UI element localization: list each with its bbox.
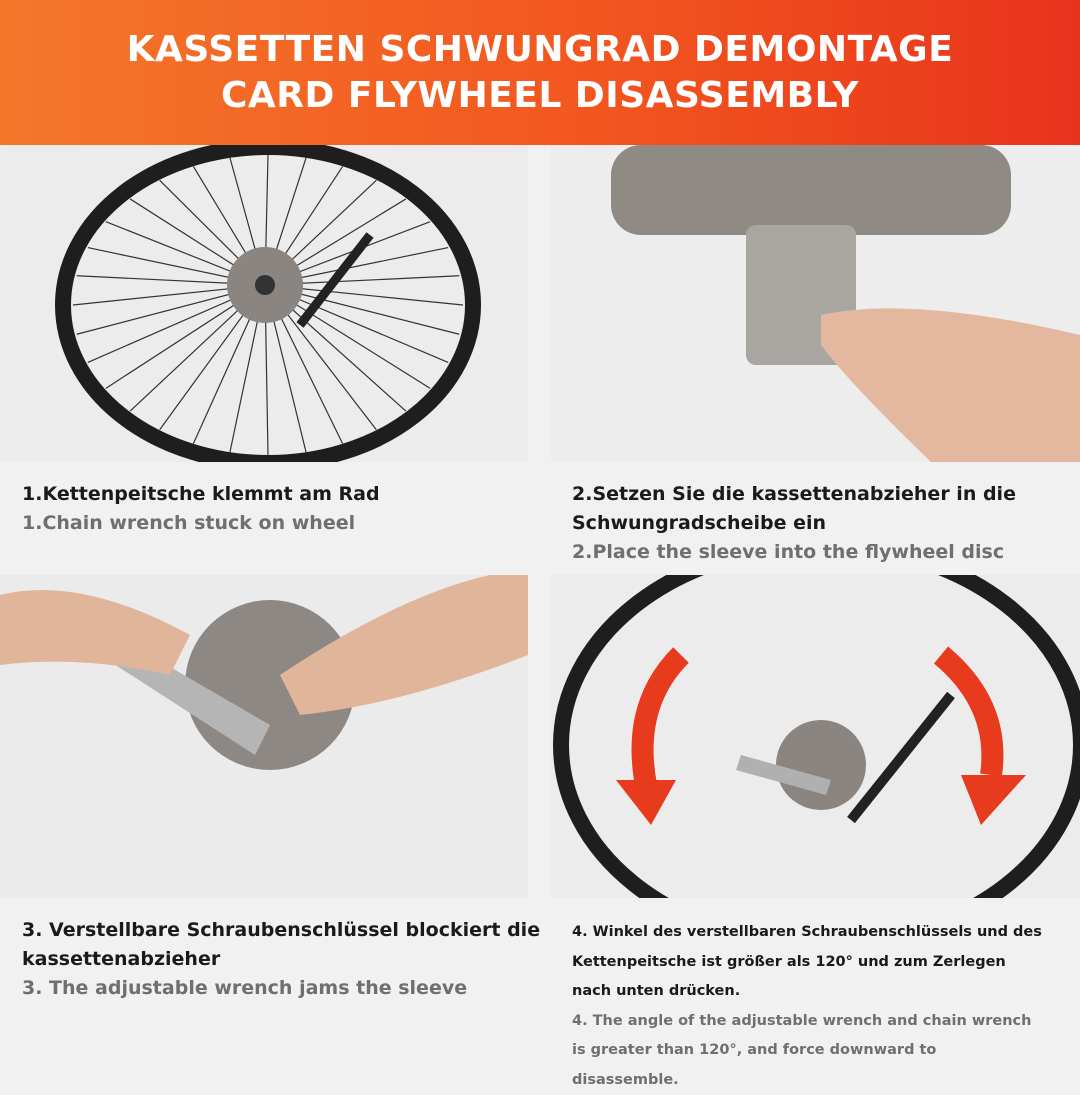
adjustable-wrench-image	[0, 575, 528, 898]
header-banner	[0, 0, 1080, 145]
step-3-german: 3. Verstellbare Schraubenschlüssel blockiert die kassettenabzieher	[22, 916, 542, 974]
step-1-english: 1.Chain wrench stuck on wheel	[22, 509, 522, 538]
step-3-english: 3. The adjustable wrench jams the sleeve	[22, 974, 542, 1003]
step-1-german: 1.Kettenpeitsche klemmt am Rad	[22, 480, 522, 509]
wheel-chain-wrench-image	[0, 145, 528, 462]
photo-step-1	[0, 145, 528, 462]
caption-step-4	[572, 918, 1047, 1095]
photo-step-4	[551, 575, 1080, 898]
step-4-english: 4. The angle of the adjustable wrench and chain wrench is greater than 120°, and force downward to disassemble.	[572, 1007, 1047, 1095]
title-german: KASSETTEN SCHWUNGRAD DEMONTAGE	[127, 27, 954, 73]
step-4-german: 4. Winkel des verstellbaren Schraubenschlüssels und des Kettenpeitsche ist größer als 120° und zum Zerlegen nach unten drücken.	[572, 918, 1047, 1007]
step-2-english: 2.Place the sleeve into the flywheel disc	[572, 538, 1072, 567]
caption-step-1	[22, 480, 522, 538]
sleeve-insert-image	[551, 145, 1080, 462]
title-english: CARD FLYWHEEL DISASSEMBLY	[221, 73, 859, 119]
photo-step-2	[551, 145, 1080, 462]
caption-step-3	[22, 916, 542, 1003]
photo-step-3	[0, 575, 528, 898]
force-downward-image	[551, 575, 1080, 898]
caption-step-2	[572, 480, 1072, 567]
step-2-german: 2.Setzen Sie die kassettenabzieher in die Schwungradscheibe ein	[572, 480, 1072, 538]
